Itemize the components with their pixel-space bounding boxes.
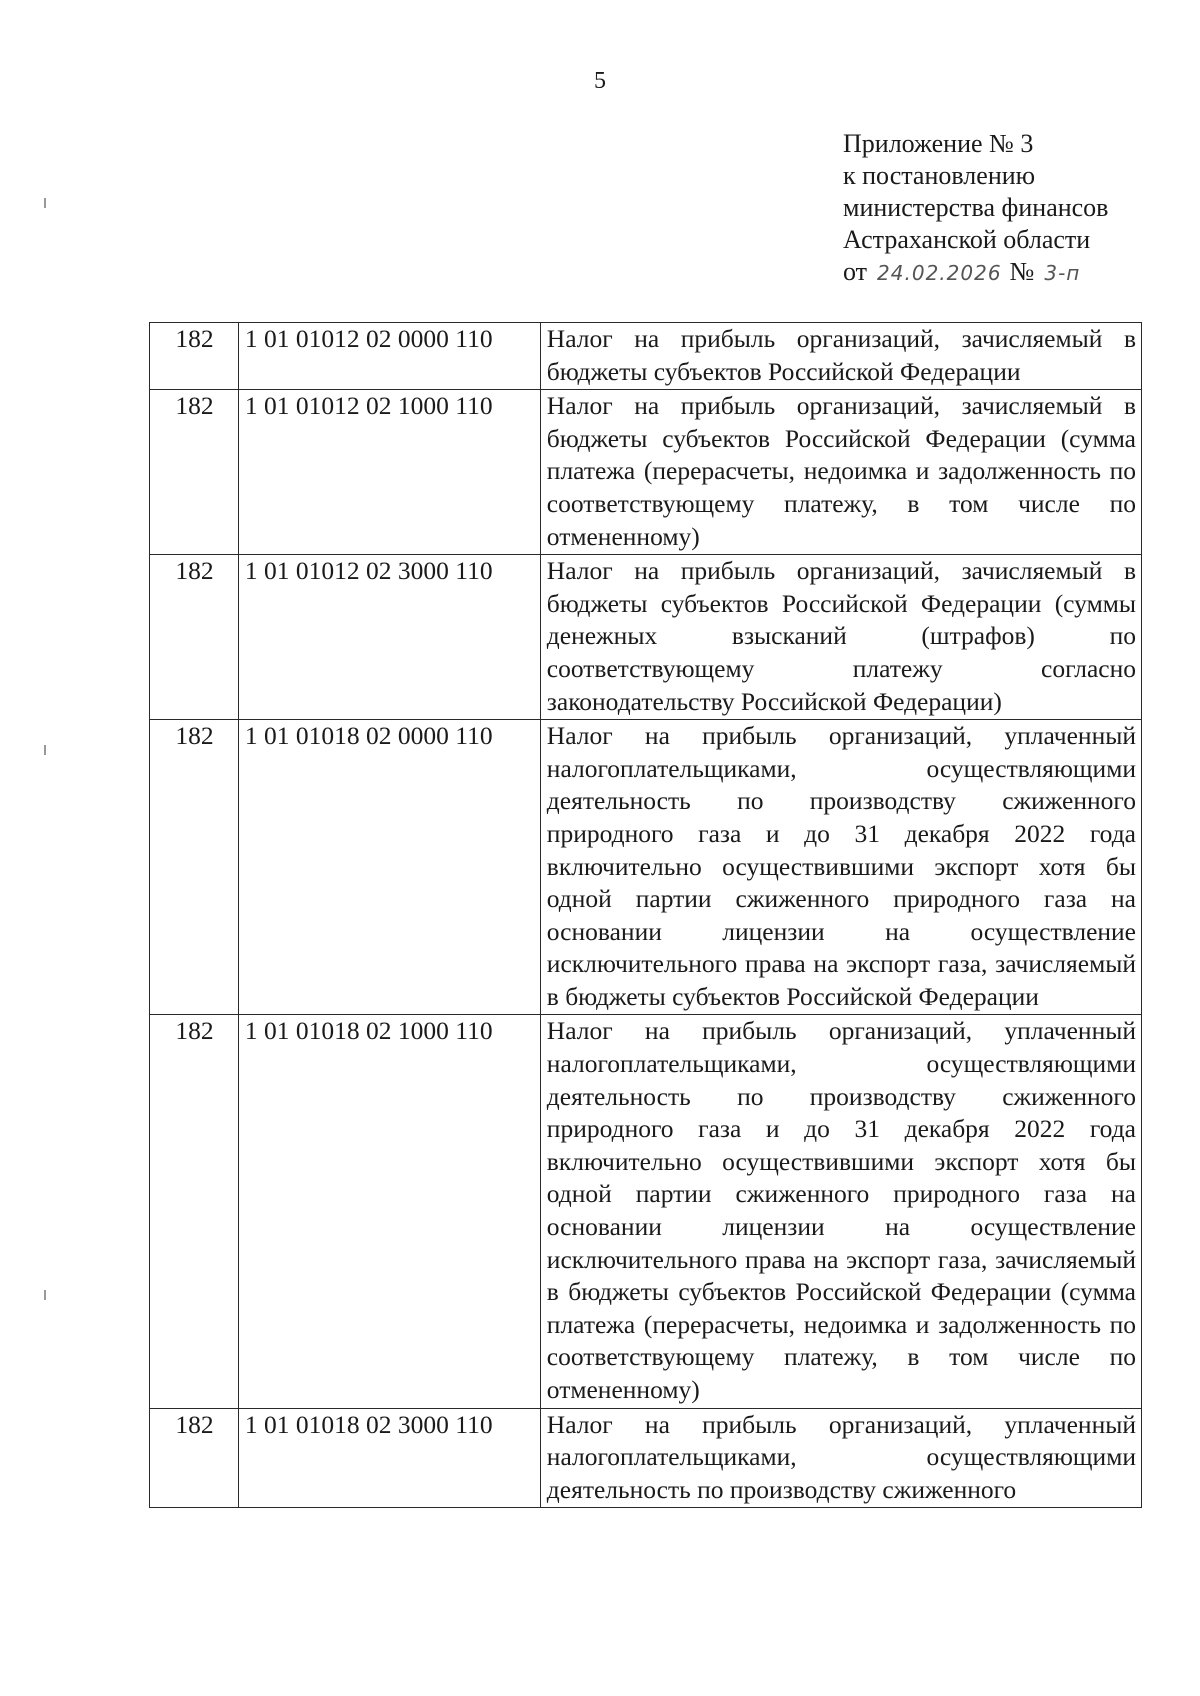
income-name-cell: Налог на прибыль организаций, зачисляемый в бюджеты субъектов Российской Федерации (суммы денежных взысканий (штрафов) по соответствующему платежу согласно законодательству Российской Федерации) (540, 555, 1141, 720)
number-label: № (1009, 257, 1035, 286)
budget-codes-table (149, 322, 1142, 1508)
table-row (150, 720, 1142, 1015)
date-prefix: от (843, 257, 868, 286)
appendix-line-resolution: к постановлению (843, 161, 1036, 190)
income-name-cell: Налог на прибыль организаций, зачисляемый в бюджеты субъектов Российской Федерации (сумма платежа (перерасчеты, недоимка и задолженность по соответствующему платежу, в том числе по отмененному) (540, 390, 1141, 555)
table-row (150, 323, 1142, 390)
appendix-title: Приложение № 3 (843, 129, 1034, 158)
scan-speck (44, 198, 46, 208)
admin-code-cell: 182 (150, 555, 239, 720)
appendix-line-ministry: министерства финансов (843, 193, 1109, 222)
scan-speck (44, 745, 46, 755)
handwritten-date: 24.02.2026 (877, 261, 1002, 285)
income-name-cell: Налог на прибыль организаций, уплаченный налогоплательщиками, осуществляющими деятельность по производству сжиженного природного газа и до 31 декабря 2022 года включительно осуществившими экспорт хотя бы одной партии сжиженного природного газа на основании лицензии на осуществление исключительного права на экспорт газа, зачисляемый в бюджеты субъектов Российской Федерации (сумма платежа (перерасчеты, недоимка и задолженность по соответствующему платежу, в том числе по отмененному) (540, 1015, 1141, 1408)
table-row (150, 555, 1142, 720)
admin-code-cell: 182 (150, 1408, 239, 1508)
budget-code-cell: 1 01 01012 02 3000 110 (238, 555, 540, 720)
admin-code-cell: 182 (150, 720, 239, 1015)
scan-speck (44, 1290, 46, 1300)
budget-code-cell: 1 01 01018 02 0000 110 (238, 720, 540, 1015)
admin-code-cell: 182 (150, 390, 239, 555)
budget-code-cell: 1 01 01018 02 3000 110 (238, 1408, 540, 1508)
table-row (150, 1408, 1142, 1508)
budget-code-cell: 1 01 01012 02 1000 110 (238, 390, 540, 555)
budget-code-cell: 1 01 01018 02 1000 110 (238, 1015, 540, 1408)
admin-code-cell: 182 (150, 323, 239, 390)
income-name-cell: Налог на прибыль организаций, зачисляемый в бюджеты субъектов Российской Федерации (540, 323, 1141, 390)
page-number: 5 (594, 68, 606, 94)
table-row (150, 390, 1142, 555)
admin-code-cell: 182 (150, 1015, 239, 1408)
appendix-header (843, 128, 1108, 289)
income-name-cell: Налог на прибыль организаций, уплаченный налогоплательщиками, осуществляющими деятельность по производству сжиженного (540, 1408, 1141, 1508)
table-body (150, 323, 1142, 1508)
budget-code-cell: 1 01 01012 02 0000 110 (238, 323, 540, 390)
handwritten-number: 3-п (1044, 261, 1081, 285)
table-row (150, 1015, 1142, 1408)
appendix-line-region: Астраханской области (843, 225, 1091, 254)
appendix-date-line (843, 256, 1108, 289)
income-name-cell: Налог на прибыль организаций, уплаченный налогоплательщиками, осуществляющими деятельность по производству сжиженного природного газа и до 31 декабря 2022 года включительно осуществившими экспорт хотя бы одной партии сжиженного природного газа на основании лицензии на осуществление исключительного права на экспорт газа, зачисляемый в бюджеты субъектов Российской Федерации (540, 720, 1141, 1015)
